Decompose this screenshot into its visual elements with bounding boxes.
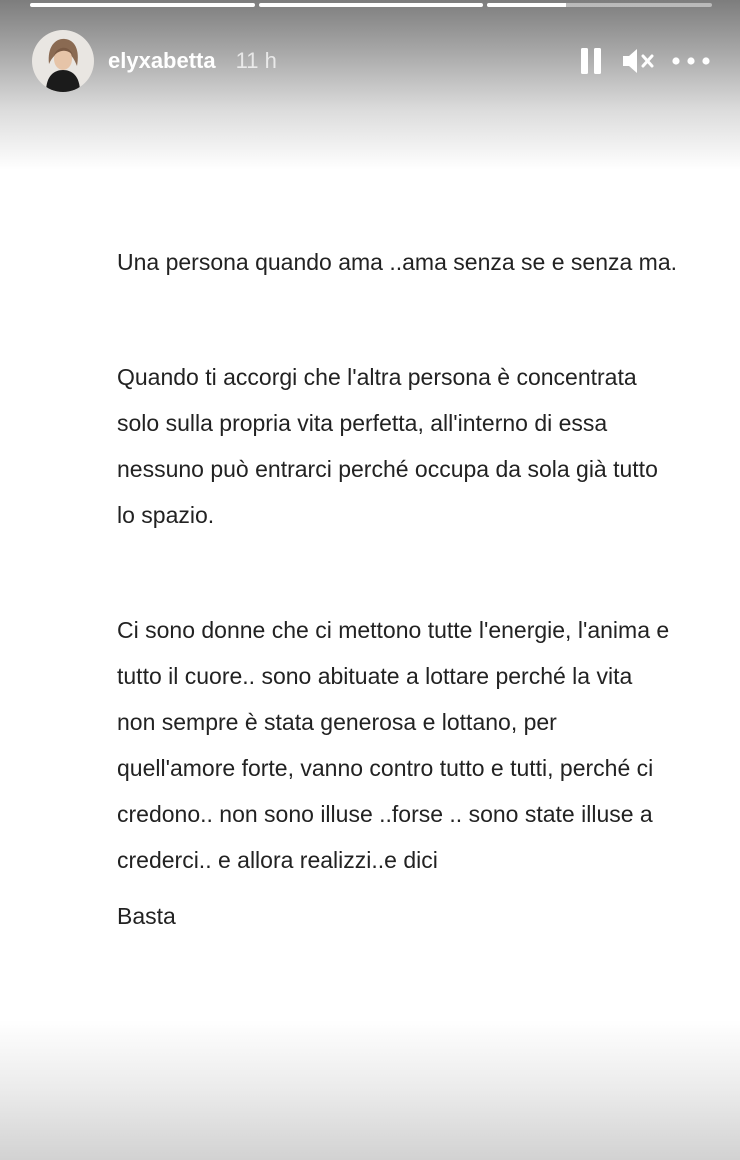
story-paragraph: Una persona quando ama ..ama senza se e senza ma. — [117, 249, 678, 275]
post-time: 11 h — [235, 48, 277, 73]
progress-segment — [487, 3, 712, 7]
story-progress-bar — [30, 3, 712, 7]
progress-segment — [30, 3, 255, 7]
speaker-muted-icon[interactable] — [620, 45, 656, 77]
story-paragraph: Ci sono donne che ci mettono tutte l'energie, l'anima e tutto il cuore.. sono abituate a lottare perché la vita non sempre è stata generosa e lottano, per quell'amore forte, vanno contro tutto e tutti, perché ci credono.. non sono illuse ..forse .. sono state illuse a crederci.. e allora realizzi..e dici — [117, 617, 670, 873]
avatar[interactable] — [32, 30, 94, 92]
bottom-gradient — [0, 1020, 740, 1160]
username[interactable]: elyxabetta — [108, 48, 216, 73]
pause-icon[interactable] — [578, 45, 604, 77]
story-header — [32, 30, 712, 92]
progress-segment — [259, 3, 484, 7]
story-controls — [578, 42, 712, 80]
story-paragraph: Basta — [117, 903, 176, 929]
story-paragraph: Quando ti accorgi che l'altra persona è concentrata solo sulla propria vita perfetta, all'interno di essa nessuno può entrarci perché occupa da sola già tutto lo spazio. — [117, 364, 658, 528]
more-horizontal-icon[interactable] — [670, 45, 712, 77]
story-text-content — [117, 239, 677, 939]
